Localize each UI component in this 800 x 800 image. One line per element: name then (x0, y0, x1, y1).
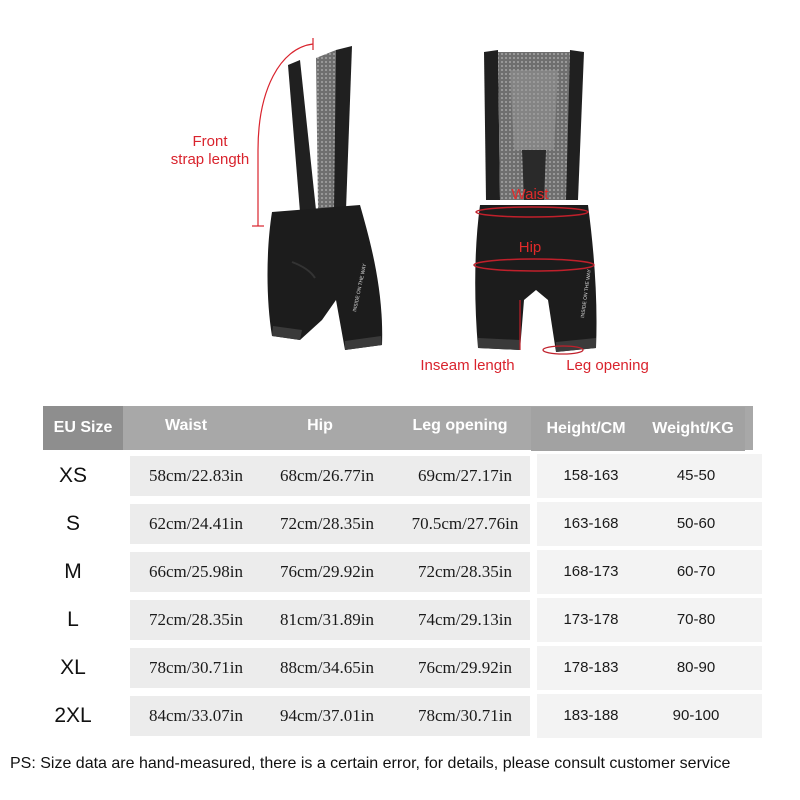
waist-cell: 62cm/24.41in (149, 514, 243, 533)
inseam-label: Inseam length (420, 357, 515, 374)
height-cell: 183-188 (563, 707, 619, 724)
table-row (43, 694, 763, 738)
table-row (43, 502, 763, 546)
size-cell: 2XL (54, 704, 92, 727)
waist-cell: 78cm/30.71in (149, 658, 243, 677)
product-illustration (0, 0, 800, 395)
front-strap-label-line2: strap length (170, 151, 250, 168)
waist-cell: 72cm/28.35in (149, 610, 243, 629)
size-cell: XL (60, 656, 86, 679)
table-row (43, 454, 763, 498)
measurement-note: PS: Size data are hand-measured, there is a certain error, for details, please consult customer service (10, 755, 731, 772)
brand-logo-text-back: INSIDE ON THE WAY (580, 268, 593, 319)
header-weight: Weight/KG (641, 407, 745, 451)
height-cell: 178-183 (563, 659, 619, 676)
header-waist: Waist (164, 417, 208, 434)
hip-cell: 76cm/29.92in (280, 562, 374, 581)
weight-cell: 90-100 (672, 707, 720, 724)
size-cell: L (67, 608, 79, 631)
weight-cell: 70-80 (676, 611, 716, 628)
hip-cell: 72cm/28.35in (280, 514, 374, 533)
hip-cell: 88cm/34.65in (280, 658, 374, 677)
weight-cell: 60-70 (676, 563, 716, 580)
table-row (43, 646, 763, 690)
hip-cell: 94cm/37.01in (280, 706, 374, 725)
height-cell: 168-173 (563, 563, 619, 580)
leg-opening-cell: 72cm/28.35in (418, 562, 512, 581)
waist-cell: 66cm/25.98in (149, 562, 243, 581)
hip-cell: 81cm/31.89in (280, 610, 374, 629)
hip-label: Hip (518, 239, 542, 256)
header-leg-opening: Leg opening (412, 417, 508, 434)
weight-cell: 50-60 (676, 515, 716, 532)
height-cell: 163-168 (563, 515, 619, 532)
height-cell: 173-178 (563, 611, 619, 628)
brand-logo-text-front: INSIDE ON THE WAY (352, 263, 369, 313)
front-strap-label (150, 133, 270, 169)
leg-opening-cell: 78cm/30.71in (418, 706, 512, 725)
weight-cell: 45-50 (676, 467, 716, 484)
front-strap-label-line1: Front (192, 133, 228, 150)
size-cell: XS (58, 464, 87, 487)
leg-opening-cell: 76cm/29.92in (418, 658, 512, 677)
size-cell: S (65, 512, 80, 535)
waist-cell: 58cm/22.83in (149, 466, 243, 485)
leg-opening-cell: 70.5cm/27.76in (411, 514, 519, 533)
table-row (43, 550, 763, 594)
height-cell: 158-163 (563, 467, 619, 484)
header-height: Height/CM (531, 407, 641, 451)
size-table-header (43, 406, 753, 450)
header-hip: Hip (307, 417, 333, 434)
front-view-bib-shorts (268, 46, 383, 350)
waist-cell: 84cm/33.07in (149, 706, 243, 725)
table-row (43, 598, 763, 642)
leg-opening-cell: 74cm/29.13in (418, 610, 512, 629)
size-cell: M (64, 560, 82, 583)
leg-opening-cell: 69cm/27.17in (418, 466, 512, 485)
header-eu-size: EU Size (43, 406, 123, 450)
hip-cell: 68cm/26.77in (280, 466, 374, 485)
leg-opening-label: Leg opening (566, 357, 649, 374)
weight-cell: 80-90 (676, 659, 716, 676)
waist-label: Waist (511, 186, 549, 203)
